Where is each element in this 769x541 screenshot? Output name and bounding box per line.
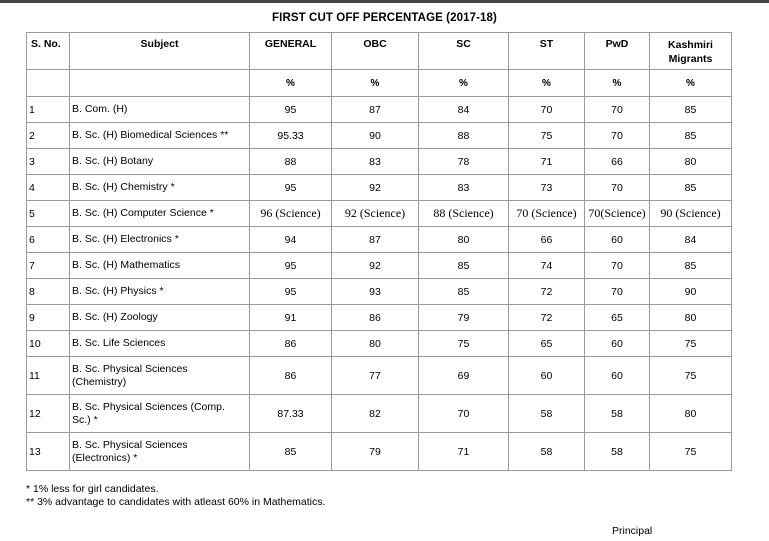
cell-sno: 7 (27, 253, 70, 279)
cell-sc: 78 (419, 149, 509, 175)
cell-obc: 92 (332, 253, 419, 279)
table-row (27, 175, 732, 201)
cell-obc: 83 (332, 149, 419, 175)
cell-st: 58 (509, 395, 585, 433)
cell-pwd: 70 (585, 253, 650, 279)
cell-obc: 86 (332, 305, 419, 331)
cell-sc: 85 (419, 279, 509, 305)
cell-km: 75 (650, 433, 732, 471)
cell-km: 80 (650, 149, 732, 175)
percent-cell: % (585, 70, 650, 97)
cell-pwd: 70 (585, 97, 650, 123)
cell-sno: 9 (27, 305, 70, 331)
cell-km: 75 (650, 331, 732, 357)
cell-obc: 93 (332, 279, 419, 305)
table-row (27, 357, 732, 395)
cell-st: 70 (509, 97, 585, 123)
cell-sno: 2 (27, 123, 70, 149)
cell-sno: 8 (27, 279, 70, 305)
cell-st: 65 (509, 331, 585, 357)
cell-subject (70, 433, 250, 471)
cell-subject (70, 175, 250, 201)
percent-row (27, 70, 732, 97)
header-sc: SC (419, 33, 509, 70)
subject-line: B. Sc. (H) Electronics * (72, 233, 179, 245)
cell-sc: 75 (419, 331, 509, 357)
cell-subject (70, 357, 250, 395)
table-row (27, 123, 732, 149)
cutoff-table (26, 32, 732, 471)
header-pwd: PwD (585, 33, 650, 70)
percent-cell: % (650, 70, 732, 97)
header-st: ST (509, 33, 585, 70)
cell-km: 80 (650, 395, 732, 433)
cell-st: 73 (509, 175, 585, 201)
cell-sno: 6 (27, 227, 70, 253)
cell-general: 95 (250, 279, 332, 305)
cell-st: 72 (509, 279, 585, 305)
table-row (27, 227, 732, 253)
header-obc: OBC (332, 33, 419, 70)
cell-pwd: 70 (585, 123, 650, 149)
cell-sno: 1 (27, 97, 70, 123)
percent-cell-empty (27, 70, 70, 97)
cell-general: 96 (Science) (250, 201, 332, 227)
cell-obc: 77 (332, 357, 419, 395)
cell-sc: 80 (419, 227, 509, 253)
cell-sc: 84 (419, 97, 509, 123)
subject-line: B. Com. (H) (72, 103, 128, 115)
cell-subject (70, 149, 250, 175)
table-row (27, 331, 732, 357)
cell-subject (70, 395, 250, 433)
cell-pwd: 60 (585, 227, 650, 253)
header-general: GENERAL (250, 33, 332, 70)
subject-line: B. Sc. (H) Mathematics (72, 259, 180, 271)
cell-sc: 83 (419, 175, 509, 201)
cell-general: 85 (250, 433, 332, 471)
cell-st: 71 (509, 149, 585, 175)
cell-km: 85 (650, 123, 732, 149)
table-row (27, 201, 732, 227)
percent-cell: % (250, 70, 332, 97)
subject-line: B. Sc. (H) Zoology (72, 311, 158, 323)
cell-pwd: 60 (585, 357, 650, 395)
cell-pwd: 70(Science) (585, 201, 650, 227)
table-row (27, 279, 732, 305)
subject-line-continued: (Chemistry) (72, 375, 127, 388)
cell-pwd: 65 (585, 305, 650, 331)
cell-sc: 71 (419, 433, 509, 471)
cell-sc: 88 (419, 123, 509, 149)
cell-pwd: 70 (585, 279, 650, 305)
percent-cell-empty (70, 70, 250, 97)
cell-km: 85 (650, 253, 732, 279)
cell-general: 88 (250, 149, 332, 175)
cell-pwd: 58 (585, 433, 650, 471)
cell-general: 95.33 (250, 123, 332, 149)
table-row (27, 305, 732, 331)
table-row (27, 395, 732, 433)
cell-general: 94 (250, 227, 332, 253)
cell-general: 86 (250, 331, 332, 357)
subject-line: B. Sc. Life Sciences (72, 337, 166, 349)
cell-obc: 87 (332, 227, 419, 253)
cell-km: 90 (Science) (650, 201, 732, 227)
cell-st: 72 (509, 305, 585, 331)
cell-general: 86 (250, 357, 332, 395)
table-row (27, 433, 732, 471)
cell-sno: 10 (27, 331, 70, 357)
cell-sc: 88 (Science) (419, 201, 509, 227)
table-row (27, 97, 732, 123)
cell-st: 75 (509, 123, 585, 149)
cell-sc: 69 (419, 357, 509, 395)
cell-subject (70, 201, 250, 227)
cell-obc: 92 (332, 175, 419, 201)
cell-obc: 87 (332, 97, 419, 123)
header-km-line1: Kashmiri (668, 39, 713, 51)
header-km-line2: Migrants (668, 53, 713, 65)
cell-general: 95 (250, 175, 332, 201)
cell-subject (70, 123, 250, 149)
subject-line-continued: (Electronics) * (72, 451, 138, 464)
cell-st: 66 (509, 227, 585, 253)
header-sno: S. No. (27, 33, 70, 70)
subject-line: B. Sc. Physical Sciences (Comp. (72, 400, 225, 413)
cell-sno: 5 (27, 201, 70, 227)
cell-km: 85 (650, 175, 732, 201)
cell-sc: 79 (419, 305, 509, 331)
percent-cell: % (419, 70, 509, 97)
header-row (27, 33, 732, 70)
percent-cell: % (509, 70, 585, 97)
footnote-girls: * 1% less for girl candidates. (26, 483, 159, 495)
cell-subject (70, 253, 250, 279)
cell-general: 87.33 (250, 395, 332, 433)
cell-sno: 12 (27, 395, 70, 433)
cell-st: 70 (Science) (509, 201, 585, 227)
cell-general: 95 (250, 97, 332, 123)
cell-sc: 85 (419, 253, 509, 279)
percent-cell: % (332, 70, 419, 97)
cell-pwd: 58 (585, 395, 650, 433)
cell-obc: 82 (332, 395, 419, 433)
cell-sno: 13 (27, 433, 70, 471)
principal-signature-label: Principal (612, 525, 653, 537)
cell-st: 60 (509, 357, 585, 395)
page-title: FIRST CUT OFF PERCENTAGE (2017-18) (272, 12, 497, 24)
cell-pwd: 60 (585, 331, 650, 357)
table-row (27, 253, 732, 279)
cell-subject (70, 97, 250, 123)
cell-general: 95 (250, 253, 332, 279)
footnote-mathematics: ** 3% advantage to candidates with atleast 60% in Mathematics. (26, 496, 326, 508)
cell-pwd: 70 (585, 175, 650, 201)
cell-obc: 79 (332, 433, 419, 471)
subject-line: B. Sc. Physical Sciences (72, 362, 188, 375)
subject-line: B. Sc. Physical Sciences (72, 438, 188, 451)
subject-line-continued: Sc.) * (72, 413, 98, 426)
header-kashmiri-migrants (650, 33, 732, 70)
cell-km: 75 (650, 357, 732, 395)
cell-sno: 4 (27, 175, 70, 201)
cell-sc: 70 (419, 395, 509, 433)
subject-line: B. Sc. (H) Physics * (72, 285, 164, 297)
cell-km: 90 (650, 279, 732, 305)
table-row (27, 149, 732, 175)
subject-line: B. Sc. (H) Chemistry * (72, 181, 175, 193)
cell-st: 58 (509, 433, 585, 471)
top-border (0, 0, 769, 3)
subject-line: B. Sc. (H) Computer Science * (72, 207, 214, 219)
subject-line: B. Sc. (H) Botany (72, 155, 154, 167)
cell-subject (70, 305, 250, 331)
cell-km: 85 (650, 97, 732, 123)
cell-pwd: 66 (585, 149, 650, 175)
cell-km: 84 (650, 227, 732, 253)
cell-sno: 11 (27, 357, 70, 395)
footnotes (26, 483, 325, 509)
cell-subject (70, 227, 250, 253)
cell-sno: 3 (27, 149, 70, 175)
cell-st: 74 (509, 253, 585, 279)
cell-obc: 92 (Science) (332, 201, 419, 227)
subject-line: B. Sc. (H) Biomedical Sciences ** (72, 129, 229, 141)
cell-subject (70, 331, 250, 357)
cell-subject (70, 279, 250, 305)
cell-km: 80 (650, 305, 732, 331)
cell-obc: 80 (332, 331, 419, 357)
cell-obc: 90 (332, 123, 419, 149)
header-subject: Subject (70, 33, 250, 70)
cell-general: 91 (250, 305, 332, 331)
